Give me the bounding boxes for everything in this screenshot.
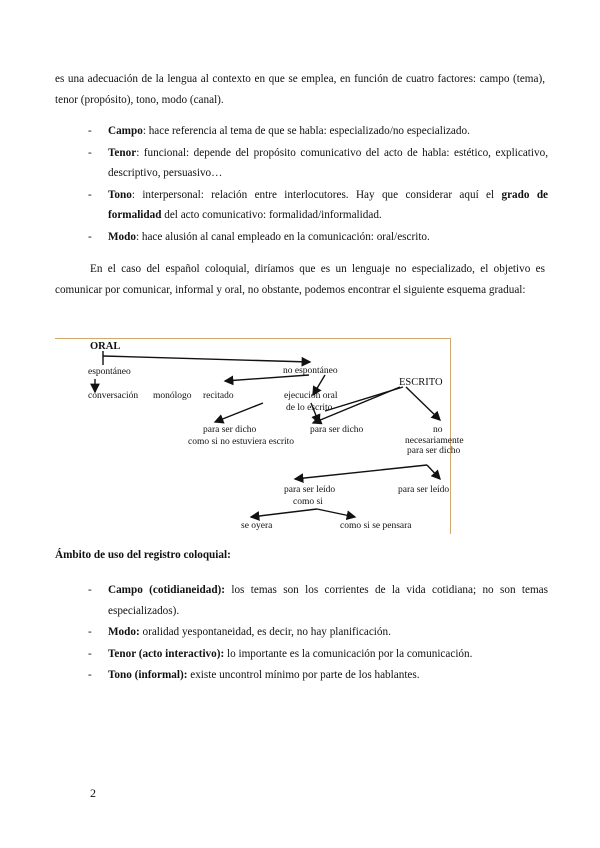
label-oral: ORAL xyxy=(90,341,121,352)
list-item: - Tenor: funcional: depende del propósito comunicativo del acto de habla: estético, explicativo, descriptivo, persuasivo… xyxy=(88,146,548,179)
list-item: - Tono (informal): existe uncontrol mínimo por parte de los hablantes. xyxy=(88,669,420,681)
label-como-si-2: como si xyxy=(293,497,323,507)
label-para-ser-leido-2: para ser leído xyxy=(398,485,450,495)
label-no-espontaneo: no espontáneo xyxy=(283,366,338,376)
label-conversacion: conversación xyxy=(88,391,139,401)
label-de-lo-escrito: de lo escrito xyxy=(286,403,333,413)
list-item: - Tono: interpersonal: relación entre interlocutores. Hay que considerar aquí el grado de formalidad del acto comunicativo: formalidad/informalidad. xyxy=(88,188,549,221)
arrow-oral-no-espontaneo xyxy=(103,356,310,362)
label-escrito: ESCRITO xyxy=(399,377,443,388)
label-monologo: monólogo xyxy=(153,391,192,401)
arrow-to-leido-1 xyxy=(295,465,427,479)
label-ejecucion: ejecución oral xyxy=(284,391,338,401)
gradual-scheme-diagram xyxy=(55,338,464,534)
list-item: - Campo (cotidianeidad): los temas son los corrientes de la vida cotidiana; no son temas especializados). xyxy=(88,584,548,617)
page-number: 2 xyxy=(90,786,96,800)
paragraph-gradual: En el caso del español coloquial, diríamos que es un lenguaje no especializado, el objetivo es comunicar por comunicar, informal y oral, no obstante, podemos encontrar el siguiente esquema gradual: xyxy=(55,263,545,296)
intro-paragraph: es una adecuación de la lengua al contexto en que se emplea, en función de cuatro factores: campo (tema), tenor (propósito), tono, modo (canal). xyxy=(55,73,545,106)
label-para-ser-dicho-2: para ser dicho xyxy=(310,425,364,435)
label-para-ser-leido-1: para ser leído xyxy=(284,485,336,495)
label-para-ser-dicho-3: para ser dicho xyxy=(407,446,461,456)
uses-list xyxy=(88,580,548,687)
label-necesariamente: necesariamente xyxy=(405,436,464,446)
list-item: - Modo: hace alusión al canal empleado en la comunicación: oral/escrito. xyxy=(88,230,430,243)
list-item: - Modo: oralidad yespontaneidad, es decir, no hay planificación. xyxy=(88,626,391,638)
arrow-to-se-oyera xyxy=(251,509,317,517)
arrow-to-se-pensara xyxy=(317,509,355,517)
factors-list xyxy=(88,121,548,248)
label-para-ser-dicho-1: para ser dicho xyxy=(203,425,257,435)
label-como-si-se-pensara: como si se pensara xyxy=(340,521,412,531)
label-no: no xyxy=(433,425,443,435)
arrow-to-leido-2 xyxy=(427,465,440,479)
label-recitado: recitado xyxy=(203,391,234,401)
label-como-si-no-estuviera: como si no estuviera escrito xyxy=(188,437,295,447)
section-heading: Ámbito de uso del registro coloquial: xyxy=(55,549,231,561)
list-item: - Tenor (acto interactivo): lo importante es la comunicación por la comunicación. xyxy=(88,647,473,660)
label-se-oyera: se oyera xyxy=(241,521,273,531)
arrow-to-dicho-1 xyxy=(215,403,263,422)
label-espontaneo: espontáneo xyxy=(88,367,131,377)
list-item: - Campo: hace referencia al tema de que se habla: especializado/no especializado. xyxy=(88,125,470,137)
arrow-escrito-no xyxy=(406,387,440,420)
